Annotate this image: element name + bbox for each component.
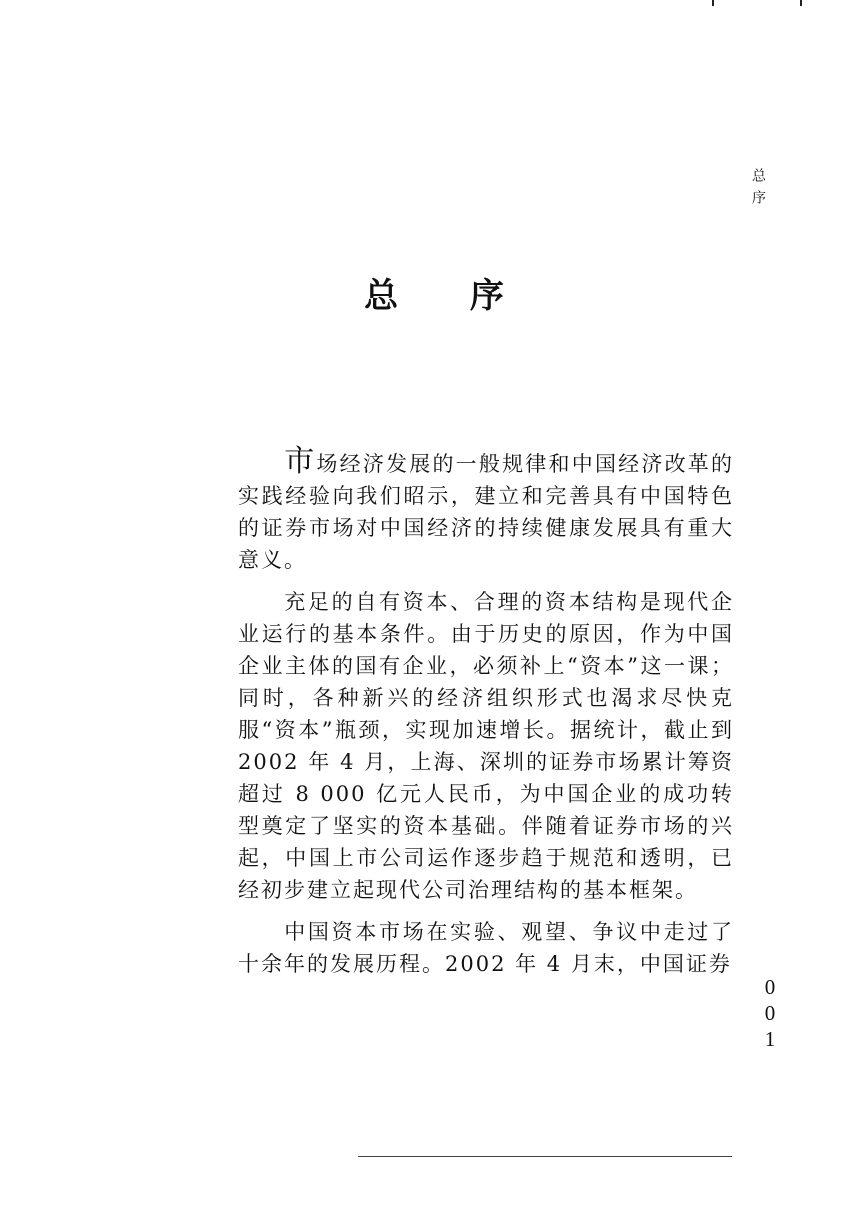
paragraph-1-text: 场经济发展的一般规律和中国经济改革的实践经验向我们昭示，建立和完善具有中国特色的证券市场对中国经济的持续健康发展具有重大意义。	[238, 452, 735, 572]
page-title: 总 序	[364, 276, 534, 316]
running-header: 总序	[750, 168, 766, 212]
page-number	[758, 974, 782, 1052]
footer-rule	[358, 1156, 732, 1157]
drop-cap: 市	[284, 444, 317, 479]
page-number-digit: 0	[764, 1001, 776, 1025]
top-edge-mark-right	[800, 0, 802, 6]
page-number-digit: 0	[764, 975, 776, 999]
paragraph-2: 充足的自有资本、合理的资本结构是现代企业运行的基本条件。由于历史的原因，作为中国企业主体的国有企业，必须补上“资本”这一课；同时，各种新兴的经济组织形式也渴求尽快克服“资本”瓶颈，实现加速增长。据统计，截止到 2002 年 4 月，上海、深圳的证券市场累计筹资超过 8 000 亿元人民币，为中国企业的成功转型奠定了坚实的资本基础。伴随着证券市场的兴起，中国上市公司运作逐步趋于规范和透明，已经初步建立起现代公司治理结构的基本框架。	[238, 590, 734, 902]
top-edge-mark-left	[712, 0, 714, 6]
paragraph-3: 中国资本市场在实验、观望、争议中走过了十余年的发展历程。2002 年 4 月末，中国证券	[238, 920, 734, 976]
page-number-digit: 1	[764, 1027, 776, 1051]
body-text	[238, 446, 734, 980]
paragraph-1	[238, 446, 734, 576]
